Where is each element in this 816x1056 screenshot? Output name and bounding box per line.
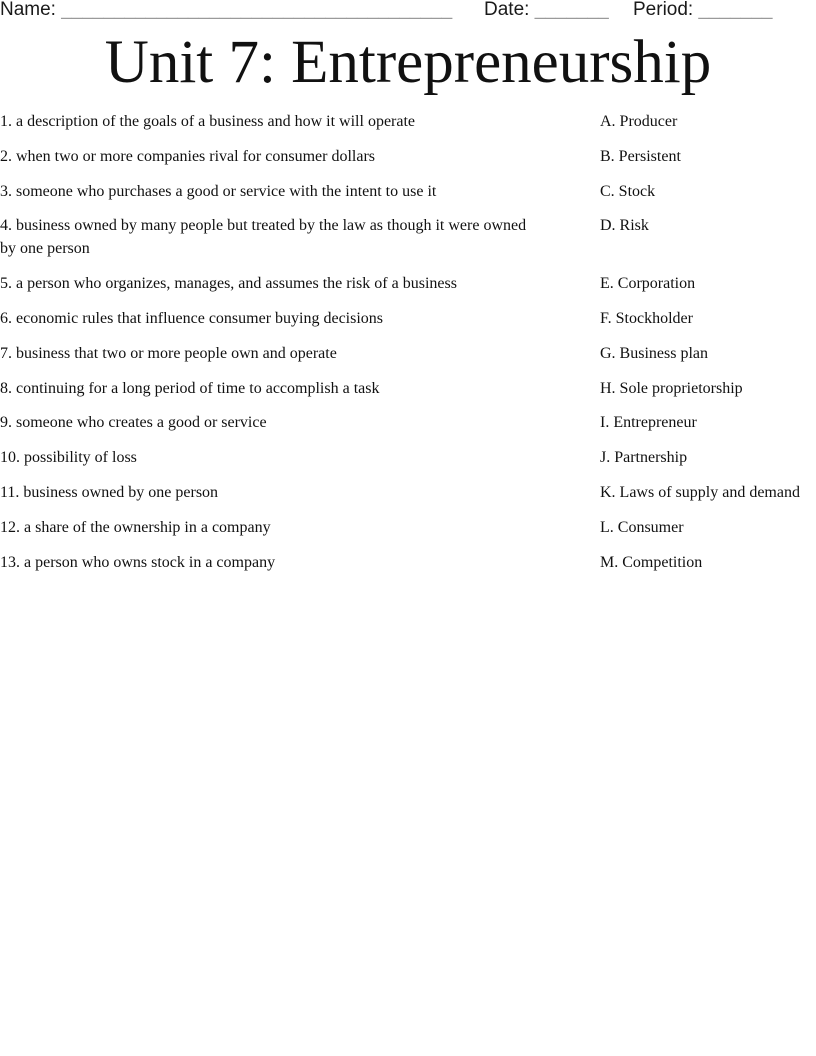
answer-item: J. Partnership [600, 449, 688, 467]
answer-list [600, 110, 816, 585]
answer-item: I. Entrepreneur [600, 414, 697, 432]
name-label: Name: [0, 0, 56, 20]
question-item: 11. business owned by one person [0, 483, 219, 501]
answer-item: A. Producer [600, 113, 678, 130]
question-item: 5. a person who organizes, manages, and assumes the risk of a business [0, 275, 457, 293]
question-item: 9. someone who creates a good or service [0, 414, 267, 432]
question-item: 2. when two or more companies rival for consumer dollars [0, 147, 376, 165]
question-list [0, 110, 540, 585]
answer-item: G. Business plan [600, 344, 708, 362]
answer-item: K. Laws of supply and demand [600, 483, 800, 501]
answer-item: D. Risk [600, 217, 649, 235]
answer-item: F. Stockholder [600, 309, 693, 327]
answer-item: E. Corporation [600, 275, 696, 293]
question-item: 3. someone who purchases a good or service with the intent to use it [0, 182, 437, 200]
period-blank[interactable]: _______ [698, 0, 773, 20]
name-blank[interactable]: _____________________________________ [61, 0, 453, 20]
answer-item: C. Stock [600, 182, 656, 200]
answer-item: B. Persistent [600, 147, 681, 165]
question-item: 12. a share of the ownership in a company [0, 518, 271, 536]
question-item: 13. a person who owns stock in a company [0, 553, 276, 571]
period-field[interactable] [633, 0, 772, 20]
question-item: 4. business owned by many people but treated by the law as though it were owned by one person [0, 217, 527, 258]
date-label: Date: [484, 0, 530, 20]
question-item: 7. business that two or more people own and operate [0, 344, 337, 362]
answer-item: H. Sole proprietorship [600, 379, 743, 397]
answer-item: M. Competition [600, 553, 703, 571]
date-field[interactable] [484, 0, 609, 20]
question-item: 8. continuing for a long period of time to accomplish a task [0, 379, 380, 397]
question-item: 1. a description of the goals of a business and how it will operate [0, 113, 416, 130]
question-item: 6. economic rules that influence consumer buying decisions [0, 309, 384, 327]
worksheet-header [0, 0, 816, 24]
name-field[interactable] [0, 0, 452, 20]
page-title: Unit 7: Entrepreneurship [104, 29, 712, 96]
date-blank[interactable]: _______ [534, 0, 609, 20]
answer-item: L. Consumer [600, 518, 684, 536]
question-item: 10. possibility of loss [0, 449, 137, 467]
period-label: Period: [633, 0, 694, 20]
